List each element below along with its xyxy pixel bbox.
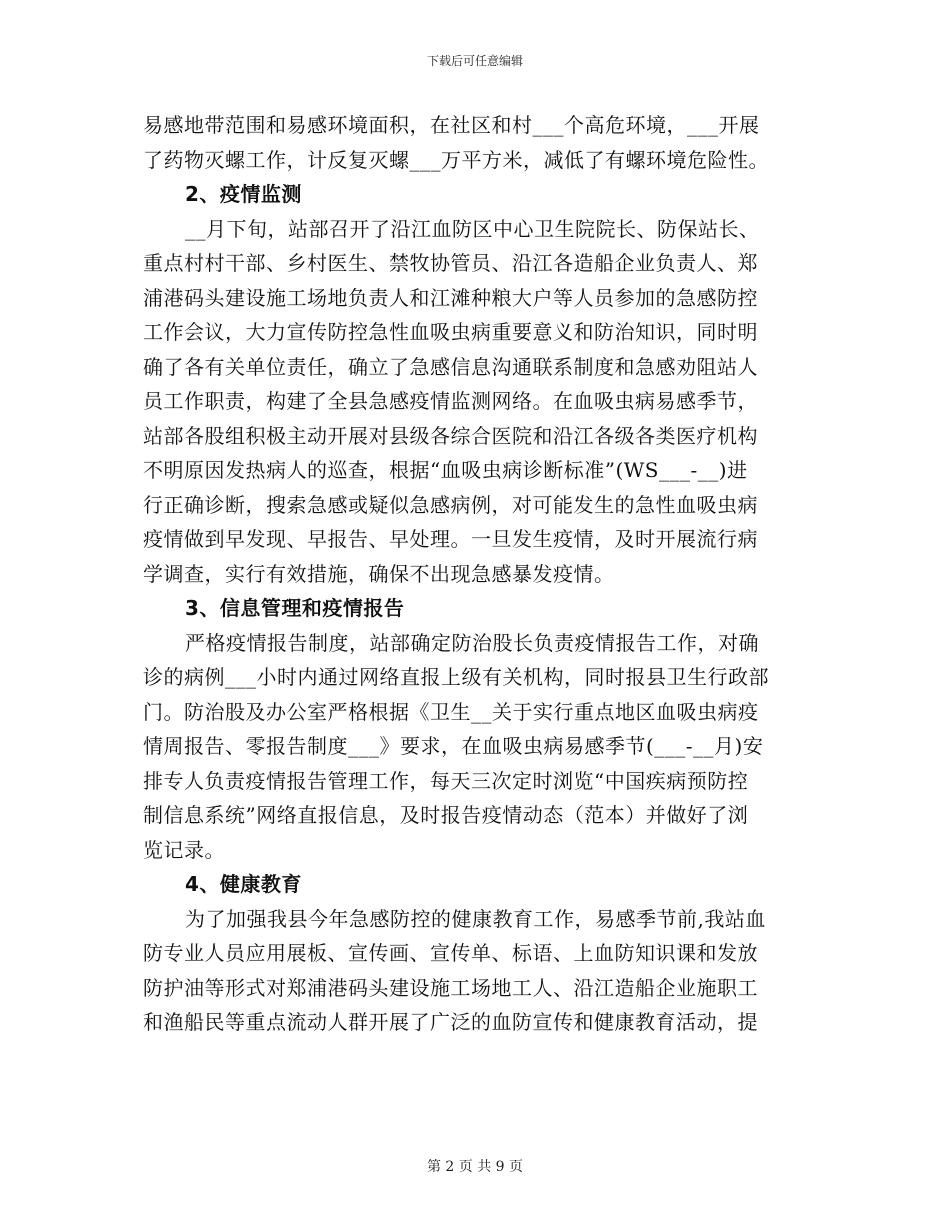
- paragraph-line: 严格疫情报告制度，站部确定防治股长负责疫情报告工作，对确: [185, 630, 759, 655]
- paragraph-line: __月下旬，站部召开了沿江血防区中心卫生院院长、防保站长、: [185, 216, 760, 241]
- paragraph-line: 制信息系统”网络直报信息，及时报告疫情动态（范本）并做好了浏: [143, 803, 749, 827]
- document-body: [143, 108, 808, 1040]
- section-heading: 3、信息管理和疫情报告: [185, 596, 405, 620]
- paragraph-line: 和渔船民等重点流动人群开展了广泛的血防宣传和健康教育活动，提: [143, 1010, 758, 1034]
- page-footer: 第 2 页 共 9 页: [426, 1159, 524, 1175]
- paragraph-line: 确了各有关单位责任，确立了急感信息沟通联系制度和急感劝阻站人: [143, 354, 758, 379]
- section-heading: 2、疫情监测: [185, 182, 302, 206]
- paragraph-line: 防专业人员应用展板、宣传画、宣传单、标语、上血防知识课和发放: [143, 941, 758, 965]
- paragraph-line: 不明原因发热病人的巡查，根据“血吸虫病诊断标准”(WS___-__)进: [143, 458, 748, 482]
- paragraph-line: 诊的病例___小时内通过网络直报上级有关机构，同时报县卫生行政部: [143, 665, 769, 689]
- paragraph-line: 门。防治股及办公室严格根据《卫生__关于实行重点地区血吸虫病疫: [143, 699, 759, 724]
- paragraph-line: 防护油等形式对郑浦港码头建设施工场地工人、沿江造船企业施职工: [143, 975, 758, 1000]
- paragraph-line: 了药物灭螺工作，计反复灭螺___万平方米，减低了有螺环境危险性。: [143, 147, 769, 172]
- page-header: 下载后可任意编辑: [426, 54, 523, 68]
- paragraph-line: 排专人负责疫情报告管理工作，每天三次定时浏览“中国疾病预防控: [143, 768, 749, 793]
- paragraph-line: 学调查，实行有效措施，确保不出现急感暴发疫情。: [143, 561, 615, 586]
- paragraph-line: 疫情做到早发现、早报告、早处理。一旦发生疫情，及时开展流行病: [143, 527, 758, 551]
- paragraph-line: 易感地带范围和易感环境面积，在社区和村___个高危环境，___开展: [143, 113, 760, 137]
- paragraph-line: 站部各股组积极主动开展对县级各综合医院和沿江各级各类医疗机构: [143, 423, 758, 448]
- paragraph-line: 为了加强我县今年急感防控的健康教育工作，易感季节前,我站血: [185, 906, 766, 931]
- paragraph-line: 浦港码头建设施工场地负责人和江滩种粮大户等人员参加的急感防控: [143, 285, 758, 310]
- paragraph-line: 工作会议，大力宣传防控急性血吸虫病重要意义和防治知识，同时明: [143, 320, 758, 344]
- paragraph-line: 情周报告、零报告制度___》要求，在血吸虫病易感季节(___-__月)安: [143, 734, 764, 758]
- section-heading: 4、健康教育: [185, 872, 302, 896]
- paragraph-line: 员工作职责，构建了全县急感疫情监测网络。在血吸虫病易感季节，: [143, 389, 758, 413]
- paragraph-line: 行正确诊断，搜索急感或疑似急感病例，对可能发生的急性血吸虫病: [143, 492, 758, 517]
- paragraph-line: 重点村村干部、乡村医生、禁牧协管员、沿江各造船企业负责人、郑: [143, 251, 758, 275]
- paragraph-line: 览记录。: [143, 837, 225, 862]
